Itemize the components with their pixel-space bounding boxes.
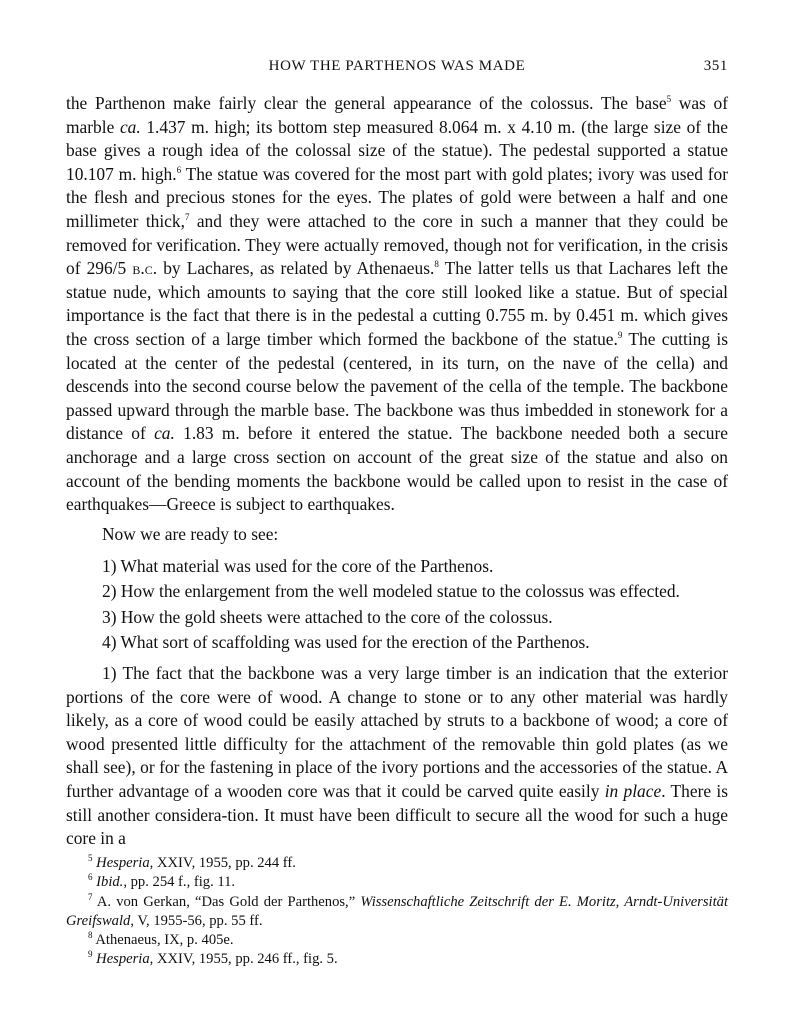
footnote-ref-8[interactable]: 8	[434, 259, 439, 270]
question-item: 3) How the gold sheets were attached to the core of the colossus.	[102, 606, 553, 627]
text-run: 1) The fact that the backbone was a very large timber is an indication that the exterior portions of the core were of wood. A change to stone or to any other material was hardly likely, as a core of wood could be easily attached by struts to a backbone of wood; a core of wood presented little difficulty for the attachment of the removable thin gold plates (as we shall see), or for the fastening in place of the ivory portions and the accessories of the statue. A further advantage of a wooden core was that it could be carved quite easily	[66, 663, 728, 802]
text-run: The statue was covered for the most part with gold plates; ivory was used for the flesh and precious stones for the eyes. The plates of gold were between a half and one millimeter thick,	[66, 163, 728, 231]
footnote-number: 9	[88, 949, 93, 960]
footnote-ref-9[interactable]: 9	[617, 330, 623, 341]
citation-ibid: Ibid.	[96, 874, 124, 891]
citation-text: A. von Gerkan, “Das Gold der Parthenos,”	[96, 893, 361, 910]
journal-title: Hesperia	[96, 951, 150, 968]
running-head	[66, 58, 728, 80]
text-run: and they were attached to the core in such a manner that they could be removed for verification. They were actually removed, though not for verification, in the crisis of 296/5	[66, 210, 728, 279]
footnote-7	[66, 893, 728, 932]
text-run: The latter tells us that Lachares left the statue nude, which amounts to saying that the core still looked like a statue. But of special importance is the fact that there is in the pedestal a cutting 0.755 m. by 0.451 m. which gives the cross section of a large timber which formed the backbone of the statue.	[66, 258, 728, 349]
journal-title: Wissenschaftliche Zeitschrift der E. Moritz, Arndt-Universität Greifswald	[66, 893, 729, 929]
citation-text: , V, 1955-56, pp. 55 ff.	[130, 912, 263, 929]
lead-in: Now we are ready to see:	[102, 523, 279, 544]
page-number: 351	[703, 58, 728, 74]
journal-title: Hesperia	[96, 855, 150, 871]
footnote-number: 5	[88, 853, 93, 864]
footnote-9	[66, 950, 728, 969]
paragraph-wooden-core	[66, 662, 728, 851]
text-run: the Parthenon make fairly clear the general appearance of the colossus. The base	[66, 93, 667, 113]
question-item: 4) What sort of scaffolding was used for the erection of the Parthenos.	[102, 631, 590, 652]
footnote-ref-7[interactable]: 7	[184, 212, 190, 223]
text-run: 1.83 m. before it entered the statue. The backbone needed both a secure anchorage and a large cross section on account of the great size of the statue and also on account of the bending moments the backbone would be called upon to resist in the case of earthquakes—Greece is subject to earthquakes.	[66, 423, 728, 515]
date-era-bc: b.c.	[132, 258, 158, 279]
citation-text: , XXIV, 1955, pp. 246 ff., fig. 5.	[149, 951, 338, 968]
running-title: HOW THE PARTHENOS WAS MADE	[268, 58, 526, 74]
text-run: was of marble	[66, 93, 729, 137]
main-text	[66, 92, 728, 851]
citation-text: Athenaeus, IX, p. 405e.	[95, 932, 234, 949]
paragraph-base-and-backbone	[66, 92, 728, 517]
question-item: 1) What material was used for the core of the Parthenos.	[102, 556, 494, 577]
question-item: 2) How the enlargement from the well modeled statue to the colossus was effected.	[102, 581, 680, 602]
text-run: 1.437 m. high; its bottom step measured 8.064 m. x 4.10 m. (the large size of the base gives a rough idea of the colossal size of the statue). The pedestal supported a statue 10.107 m. high.	[66, 116, 728, 184]
footnote-5	[66, 854, 728, 873]
emphasis-circa: ca.	[154, 423, 175, 444]
footnote-ref-6[interactable]: 6	[176, 164, 182, 175]
question-list	[102, 554, 728, 654]
emphasis-in-place: in place	[604, 781, 662, 802]
citation-text: , pp. 254 f., fig. 11.	[123, 874, 236, 891]
citation-text: , XXIV, 1955, pp. 244 ff.	[149, 855, 296, 871]
text-run: The cutting is located at the center of the pedestal (centered, in its turn, on the nave of the cella) and descends into the second course below the pavement of the cella of the temple. The backbone passed upward through the marble base. The backbone was thus imbedded in stonework for a distance of	[66, 328, 728, 444]
emphasis-circa: ca.	[119, 116, 141, 137]
footnote-ref-5[interactable]: 5	[666, 94, 672, 105]
text-run: by Lachares, as related by Athenaeus.	[157, 258, 435, 279]
footnote-number: 8	[88, 930, 93, 941]
footnotes	[66, 854, 728, 970]
footnote-8	[66, 931, 728, 950]
footnote-number: 7	[88, 891, 93, 902]
text-run: . There is still another considera-tion. It must have been difficult to secure all the wood for such a huge core in a	[66, 781, 728, 849]
footnote-6	[66, 873, 728, 892]
footnote-number: 6	[88, 872, 93, 883]
